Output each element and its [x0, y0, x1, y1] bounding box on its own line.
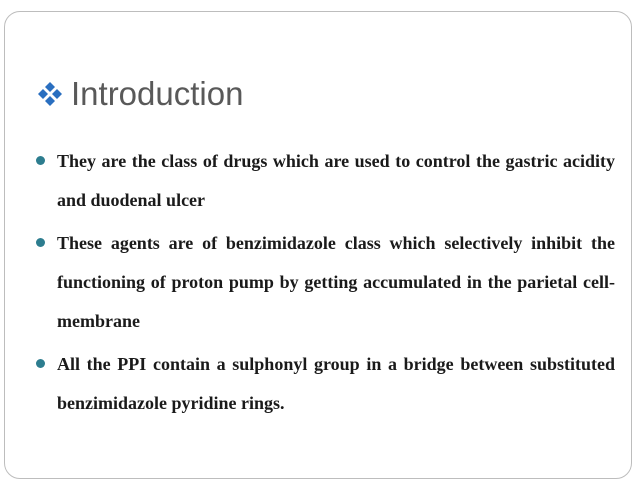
bullet-dot-icon	[36, 359, 45, 368]
four-diamond-bullet-icon	[37, 81, 63, 107]
bullet-text: These agents are of benzimidazole class which selectively inhibit the functioning of proton pump by getting accumulated in the parietal cell- membrane	[57, 233, 615, 331]
bullet-item	[35, 224, 615, 341]
bullet-text: All the PPI contain a sulphonyl group in a bridge between substituted benzimidazole pyridine rings.	[57, 354, 615, 413]
bullet-dot-icon	[36, 238, 45, 247]
slide-frame	[4, 11, 632, 479]
bullet-list	[35, 142, 615, 427]
bullet-item	[35, 142, 615, 220]
bullet-item	[35, 345, 615, 423]
slide-title: Introduction	[71, 75, 244, 112]
bullet-text: They are the class of drugs which are used to control the gastric acidity and duodenal ulcer	[57, 151, 615, 210]
bullet-dot-icon	[36, 156, 45, 165]
slide-title-row	[37, 70, 243, 118]
